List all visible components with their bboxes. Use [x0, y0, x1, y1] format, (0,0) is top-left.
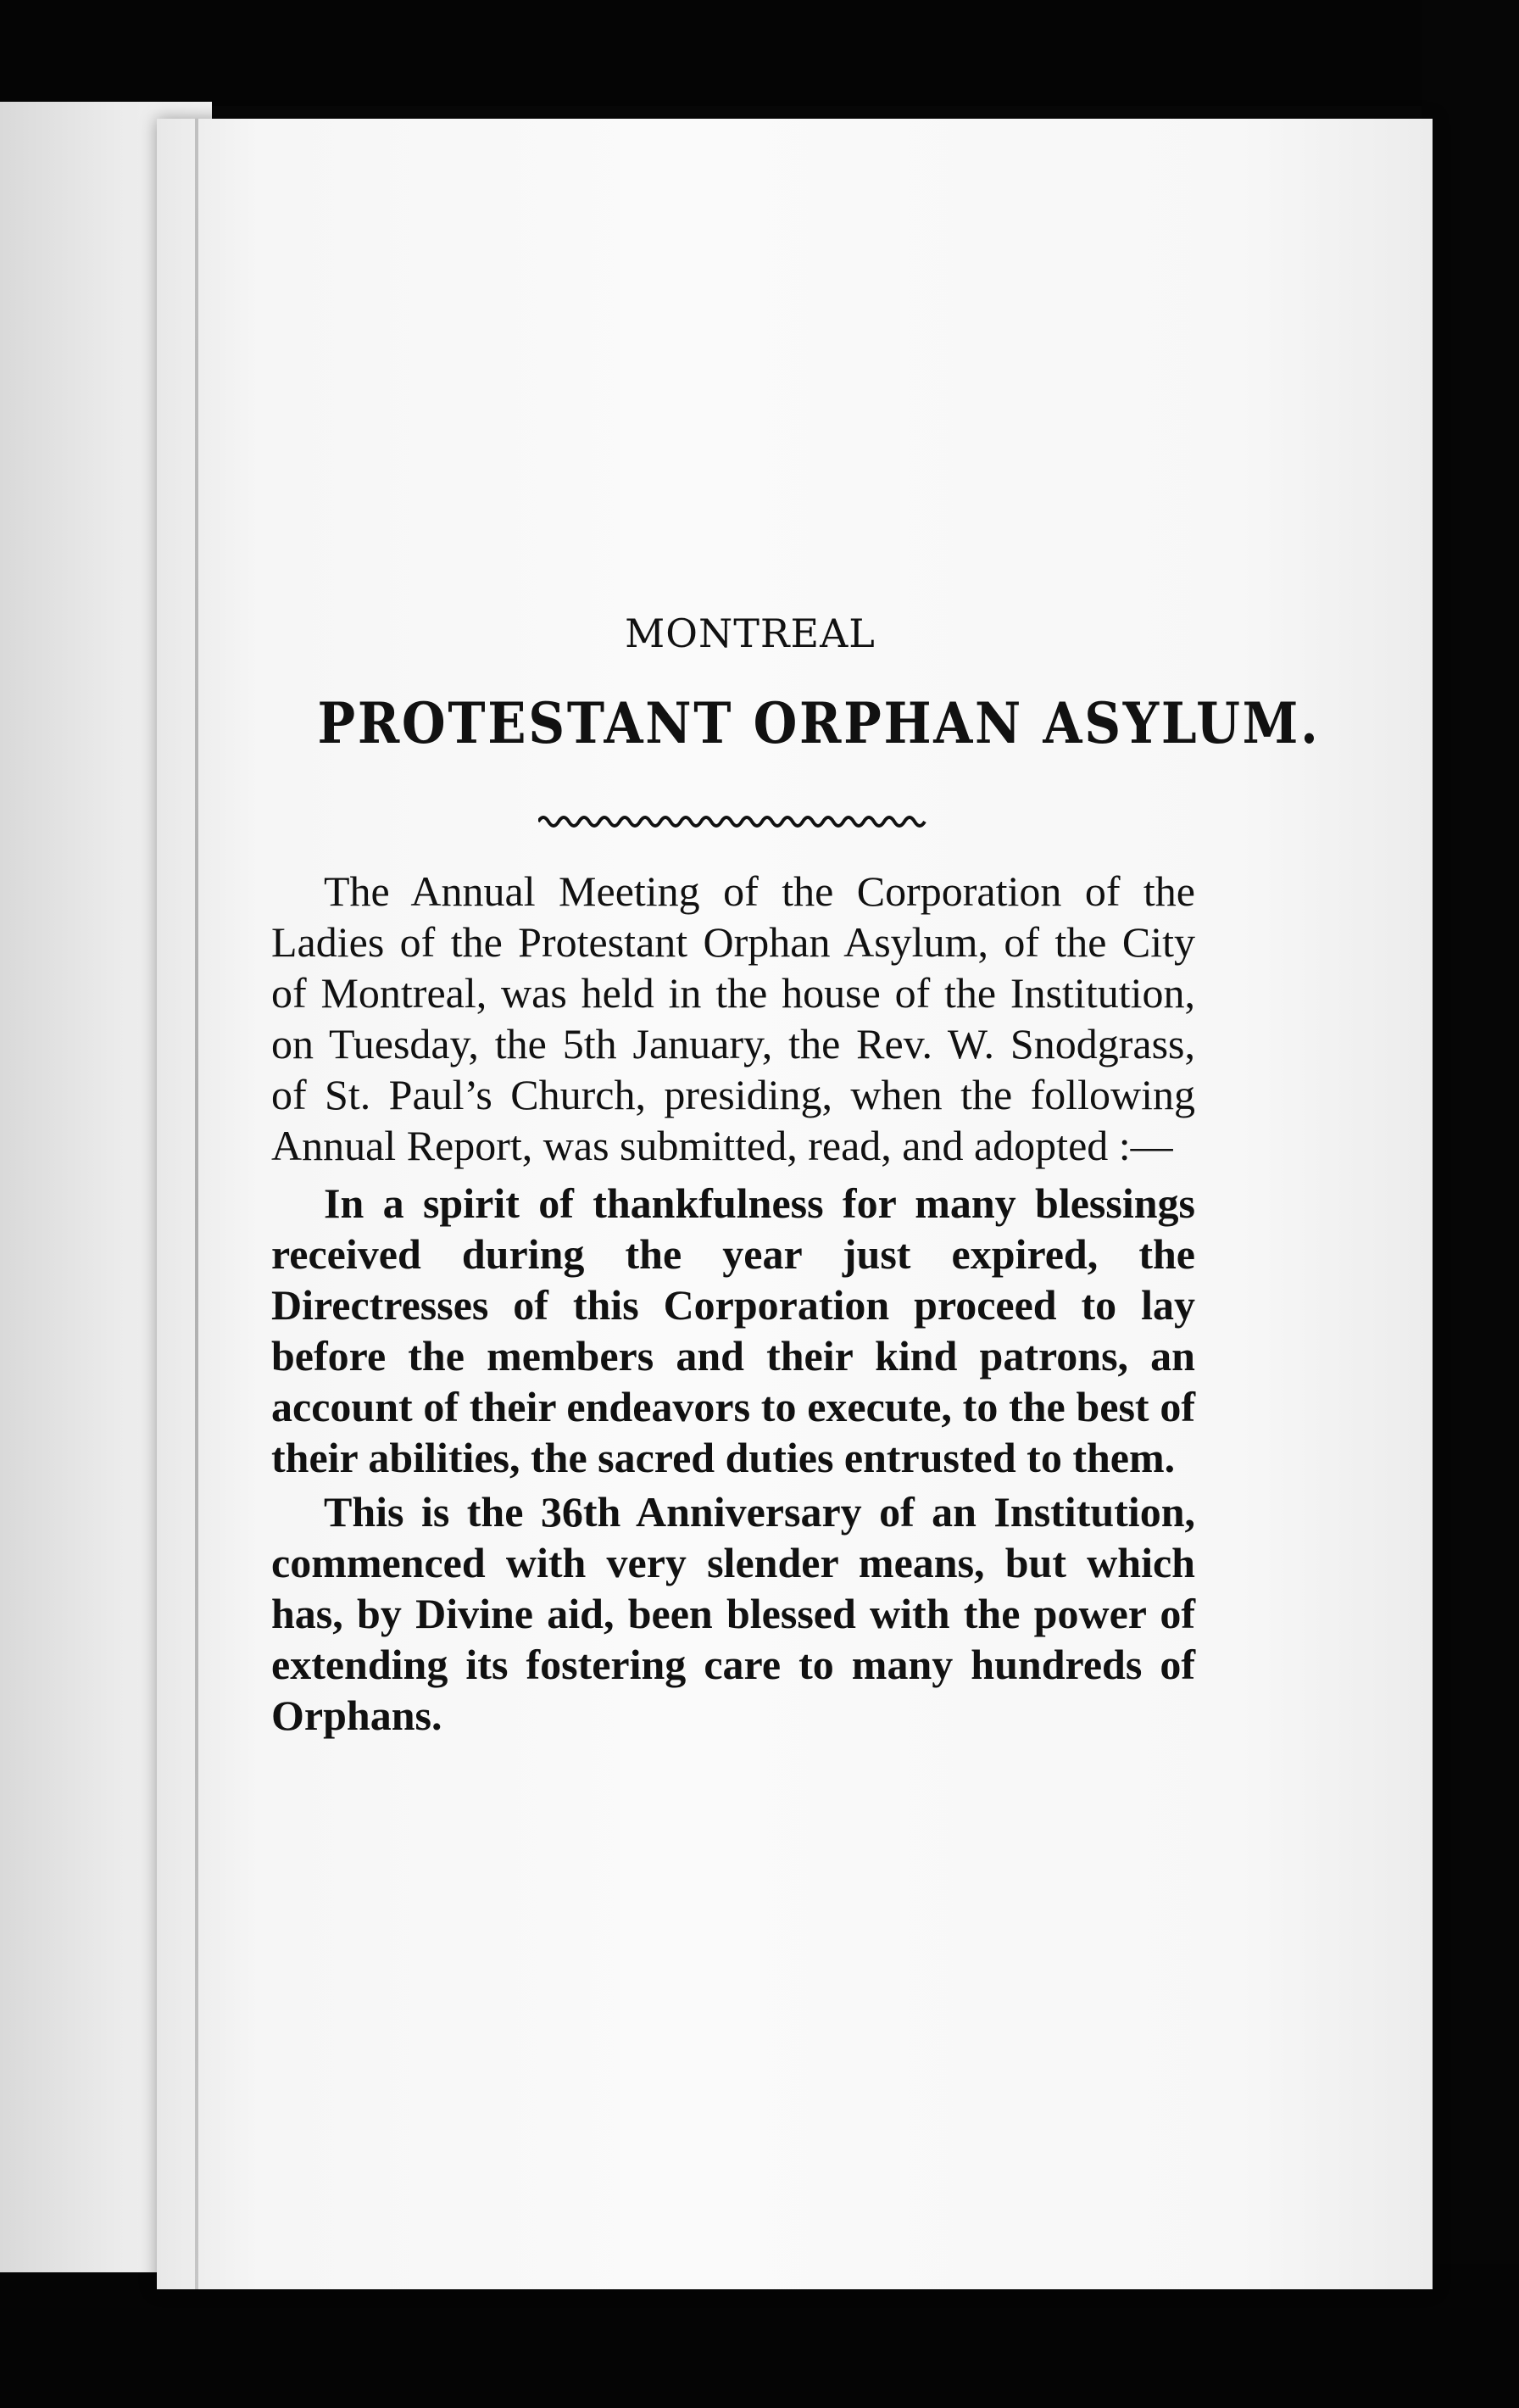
- wavy-divider: [538, 811, 928, 832]
- page-fold-line: [195, 119, 198, 2289]
- heading-title: PROTESTANT ORPHAN ASYLUM.: [317, 690, 1321, 756]
- film-frame-top: [0, 0, 1519, 106]
- paragraph-thankfulness: In a spirit of thankfulness for many blessings received during the year just expired, the Directresses of this Corporation proceed to lay before the members and their kind patrons, an account of their endeavors to execute, to the best of their abilities, the sacred duties entrusted to them.: [271, 1179, 1195, 1481]
- film-frame-right: [1422, 0, 1519, 2408]
- paragraph-annual-meeting: The Annual Meeting of the Corporation of the Ladies of the Protestant Orphan Asylum, of the City of Montreal, was held in the house of the Institution, on Tuesday, the 5th January, the Rev. W. Snodgrass, of St. Paul’s Church, presiding, when the following Annual Report, was submitted, read, and adopted :—: [271, 867, 1195, 1169]
- heading-city: MONTREAL: [625, 610, 876, 656]
- page-content: [271, 594, 1321, 1741]
- paragraph-anniversary: This is the 36th Anniversary of an Institution, commenced with very slender means, but which has, by Divine aid, been blessed with the power of extending its fostering care to many hundreds of Orphans.: [271, 1488, 1195, 1739]
